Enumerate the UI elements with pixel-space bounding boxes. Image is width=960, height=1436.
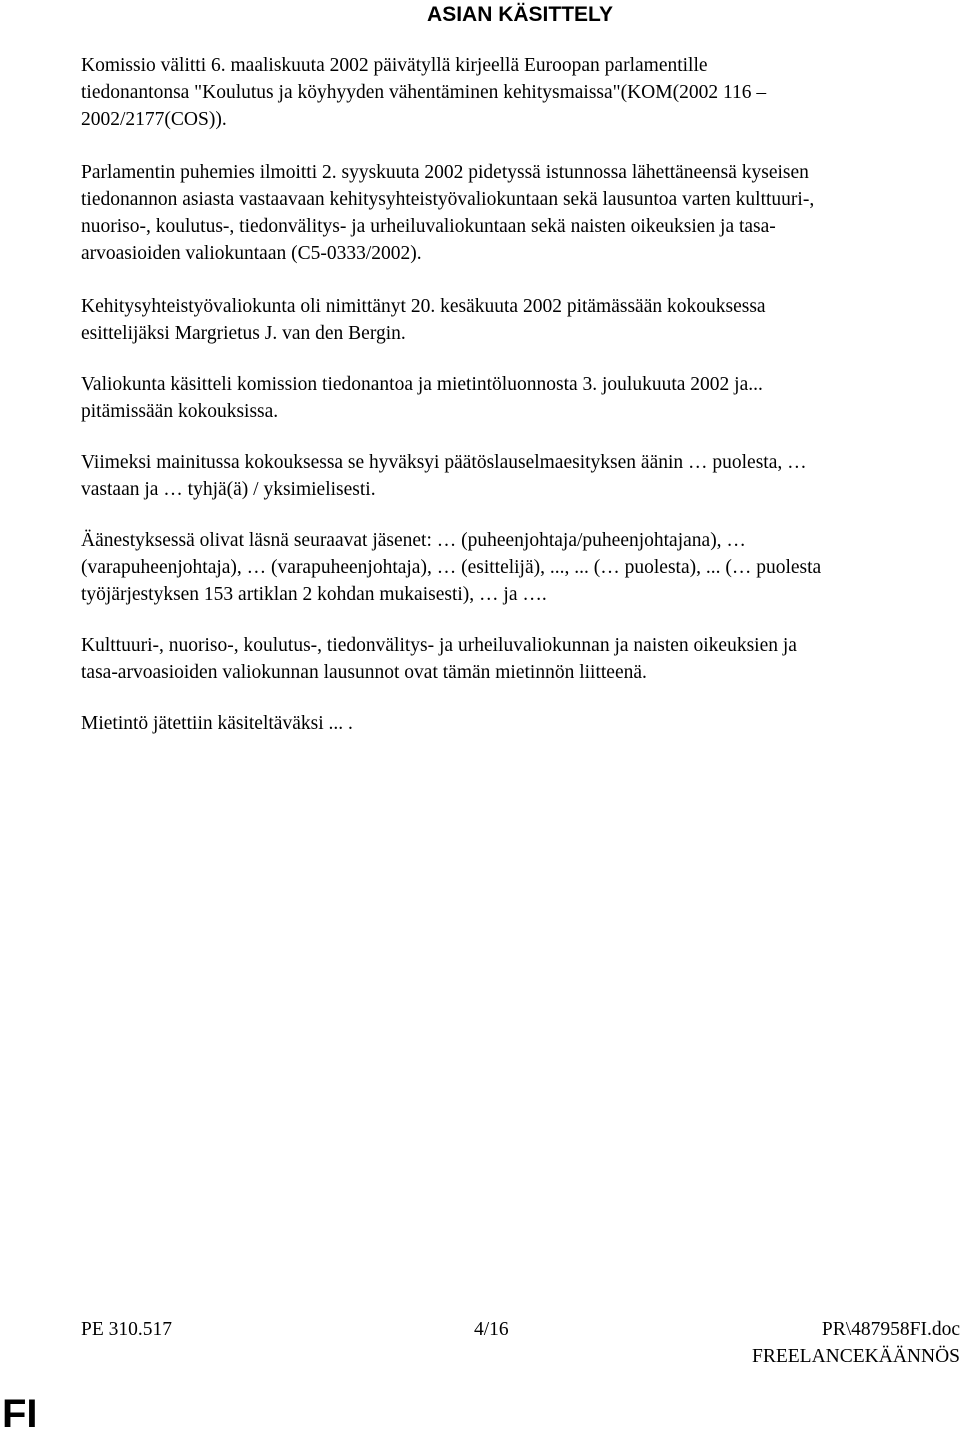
paragraph-referral: Parlamentin puhemies ilmoitti 2. syyskuuta 2002 pidetyssä istunnossa lähettäneensä kyseisen tiedonannon asiasta vastaavaan kehitysyhteistyövaliokuntaan sekä lausuntoa varten kulttuuri-, nuoriso-, koulutus-, tiedonvälitys- ja urheiluvaliokuntaan sekä naisten oikeuksien ja tasa- arvoasioiden valiokuntaan (C5-0333/2002).: [81, 162, 815, 264]
footer-translation-note: FREELANCEKÄÄNNÖS: [751, 1346, 960, 1367]
paragraph-rapporteur: Kehitysyhteistyövaliokunta oli nimittänyt 20. kesäkuuta 2002 pitämässään kokouksessa esittelijäksi Margrietus J. van den Bergin.: [81, 296, 766, 344]
paragraph-commission-transmission: Komissio välitti 6. maaliskuuta 2002 päivätyllä kirjeellä Euroopan parlamentille tiedonantonsa "Koulutus ja köyhyyden vähentäminen kehitysmaissa"(KOM(2002 116 – 2002/2177(COS)).: [81, 55, 767, 130]
section-heading: ASIAN KÄSITTELY: [427, 3, 613, 26]
paragraph-consideration: Valiokunta käsitteli komission tiedonantoa ja mietintöluonnosta 3. joulukuuta 2002 ja... pitämissään kokouksissa.: [81, 374, 763, 422]
paragraph-vote-result: Viimeksi mainitussa kokouksessa se hyväksyi päätöslauselmaesityksen äänin … puolesta, … vastaan ja … tyhjä(ä) / yksimielisesti.: [81, 452, 807, 500]
paragraph-opinions-annexed: Kulttuuri-, nuoriso-, koulutus-, tiedonvälitys- ja urheiluvaliokunnan ja naisten oikeuksien ja tasa-arvoasioiden valiokunnan lausunnot ovat tämän mietinnön liitteenä.: [81, 635, 797, 683]
paragraph-tabled: Mietintö jätettiin käsiteltäväksi ... .: [81, 713, 353, 734]
footer-doc-number: PE 310.517: [81, 1319, 173, 1340]
document-body: [81, 52, 960, 737]
footer-file-name: PR\487958FI.doc: [821, 1319, 960, 1340]
language-code: FI: [2, 1392, 38, 1436]
footer-page-number: 4/16: [474, 1319, 509, 1340]
paragraph-members-present: Äänestyksessä olivat läsnä seuraavat jäsenet: … (puheenjohtaja/puheenjohtajana), … (varapuheenjohtaja), … (varapuheenjohtaja), … (esittelijä), ..., ... (… puolesta), ... (… puolesta työjärjestyksen 153 artiklan 2 kohdan mukaisesti), … ja ….: [81, 530, 822, 605]
